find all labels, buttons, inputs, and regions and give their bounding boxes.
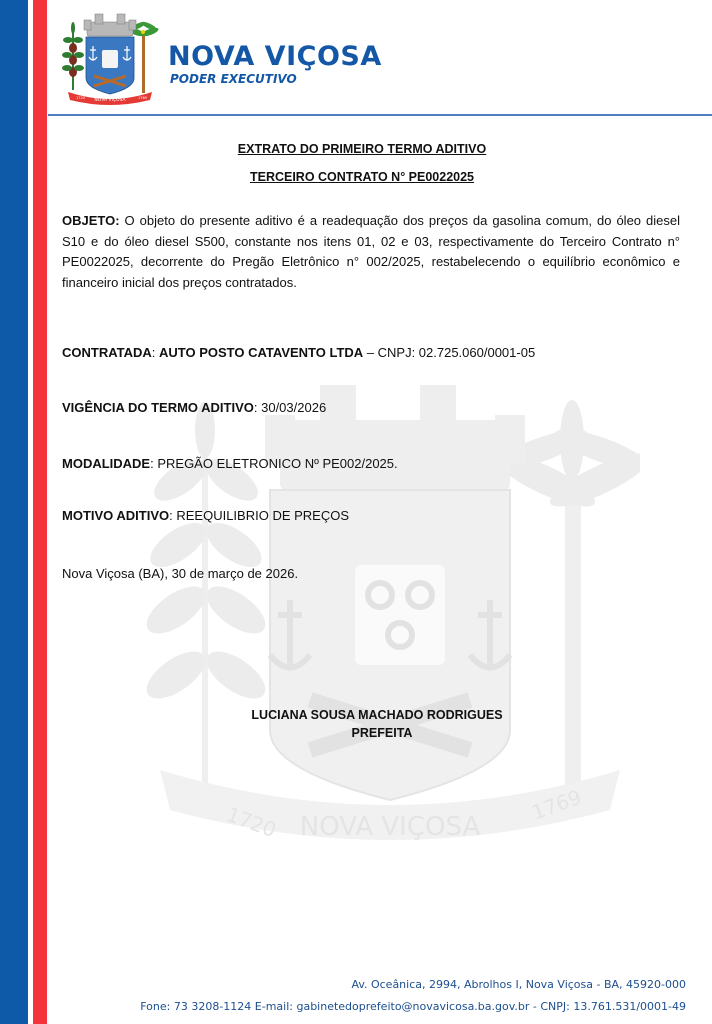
vigencia-field xyxy=(62,400,326,415)
header-divider xyxy=(48,114,712,116)
contratada-company: AUTO POSTO CATAVENTO LTDA xyxy=(159,345,364,360)
objeto-text: O objeto do presente aditivo é a readequação dos preços da gasolina comum, do óleo diesel S10 e do óleo diesel S500, constante nos itens 01, 02 e 03, respectivamente do Terceiro Contrato n° PE0022025, decorrente do Pregão Eletrônico n° 002/2025, restabelecendo o equilíbrio econômico e financeiro inicial dos preços contratados. xyxy=(62,213,680,290)
left-blue-stripe xyxy=(0,0,28,1024)
motivo-label: MOTIVO ADITIVO xyxy=(62,508,170,523)
brand-block xyxy=(168,42,382,86)
contratada-field xyxy=(62,345,535,360)
watermark-ribbon-text: NOVA VIÇOSA xyxy=(299,812,481,842)
place-date: Nova Viçosa (BA), 30 de março de 2026. xyxy=(62,566,299,581)
signatory-role: PREFEITA xyxy=(351,726,413,740)
crest-ribbon-text: NOVA VIÇOSA xyxy=(94,98,126,103)
brand-subtitle: PODER EXECUTIVO xyxy=(170,72,297,86)
contratada-separator: : xyxy=(151,345,160,360)
signatory-name: LUCIANA SOUSA MACHADO RODRIGUES xyxy=(251,708,503,722)
crest-year-right: 1769 xyxy=(138,96,147,100)
modalidade-label: MODALIDADE xyxy=(62,456,151,471)
watermark-year-left: 1720 xyxy=(223,802,280,843)
document-title: EXTRATO DO PRIMEIRO TERMO ADITIVO xyxy=(237,142,487,156)
footer-contact: Fone: 73 3208-1124 E-mail: gabinetedoprefeito@novavicosa.ba.gov.br - CNPJ: 13.761.531/0001-49 xyxy=(140,1000,686,1013)
brand-title: NOVA VIÇOSA xyxy=(168,41,382,72)
laurel-icon xyxy=(62,22,84,77)
crest-year-left: 1720 xyxy=(76,96,85,100)
vigencia-label: VIGÊNCIA DO TERMO ADITIVO xyxy=(62,400,254,415)
modalidade-value: : PREGÃO ELETRONICO Nº PE002/2025. xyxy=(150,456,398,471)
objeto-label: OBJETO: xyxy=(62,213,120,228)
contratada-label: CONTRATADA xyxy=(62,345,152,360)
signature-block xyxy=(62,706,662,742)
vigencia-value: : 30/03/2026 xyxy=(253,400,327,415)
watermark-crest xyxy=(140,370,640,850)
footer-address: Av. Oceânica, 2994, Abrolhos I, Nova Viçosa - BA, 45920-000 xyxy=(351,978,686,991)
coat-of-arms-logo xyxy=(60,10,160,106)
motivo-field xyxy=(62,508,349,523)
watermark-year-right: 1769 xyxy=(528,784,585,825)
document-subtitle: TERCEIRO CONTRATO N° PE0022025 xyxy=(249,170,475,184)
motivo-value: : REEQUILIBRIO DE PREÇOS xyxy=(169,508,350,523)
modalidade-field xyxy=(62,456,398,471)
castle-crown-icon xyxy=(84,14,136,36)
objeto-paragraph xyxy=(62,211,680,293)
left-red-stripe xyxy=(33,0,47,1024)
contratada-cnpj: – CNPJ: 02.725.060/0001-05 xyxy=(363,345,536,360)
